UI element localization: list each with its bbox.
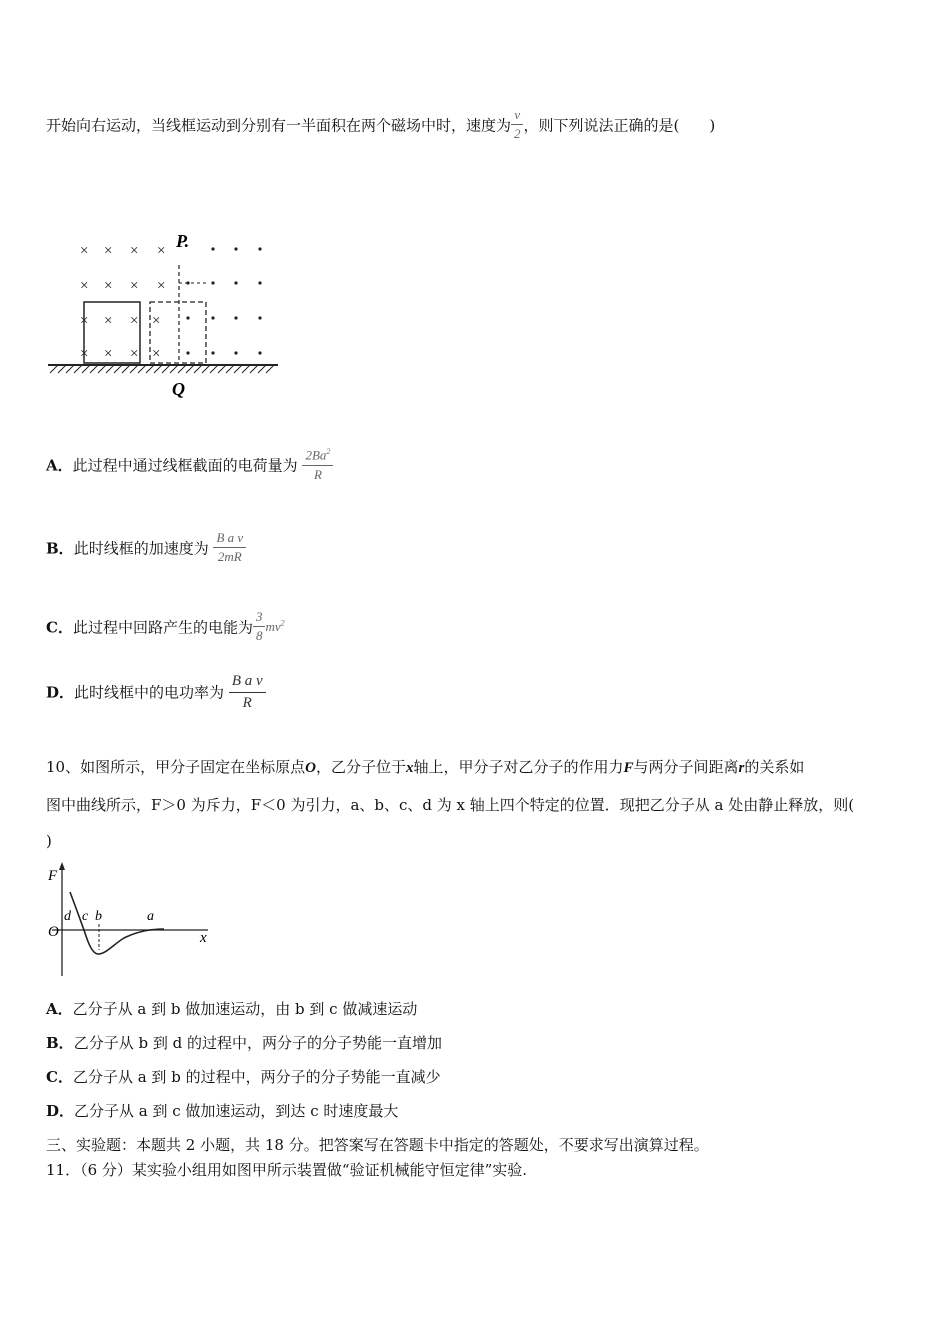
svg-text:×: × <box>80 278 89 294</box>
option-c-after: mv <box>265 618 281 634</box>
option-d-num: B a v <box>229 673 266 693</box>
label-O: O <box>48 924 59 940</box>
option-a-den: R <box>313 466 322 482</box>
option-a-num-sup: 2 <box>326 447 331 456</box>
q9-option-d <box>46 673 266 711</box>
svg-text:×: × <box>80 313 89 329</box>
ground-hatching <box>50 365 274 373</box>
q11-text: 11．（6 分）某实验小组用如图甲所示装置做“验证机械能守恒定律”实验. <box>46 1161 528 1179</box>
section3-title: 三、实验题：本题共 2 小题，共 18 分。把答案写在答题卡中指定的答题处，不要求写出演算过程。 <box>46 1136 709 1154</box>
q10-origin-o: O <box>305 760 316 776</box>
q10-option-c <box>46 1066 441 1087</box>
label-F: F <box>48 868 58 884</box>
label-c: c <box>82 909 89 924</box>
option-c-den: 8 <box>255 628 263 644</box>
q10-line1-a: 10、如图所示，甲分子固定在坐标原点 <box>46 758 306 776</box>
option-c-fraction <box>253 610 266 644</box>
option-c-text: 此过程中回路产生的电能为 <box>72 618 253 637</box>
q10-r: r <box>738 760 745 776</box>
option-d-text: 此时线框中的电功率为 <box>74 683 225 702</box>
option-d-label: D． <box>46 683 75 702</box>
label-p: P. <box>176 231 190 251</box>
q9-option-a <box>46 448 333 482</box>
q9-stem-text: 开始向右运动，当线框运动到分别有一半面积在两个磁场中时，速度为 <box>46 116 512 135</box>
svg-text:×: × <box>130 278 139 294</box>
q9-frac-den: 2 <box>514 126 521 142</box>
label-b: b <box>95 909 102 924</box>
option-a-text: 此过程中通过线框截面的电荷量为 <box>72 456 298 475</box>
q10-option-c-label: C． <box>46 1068 73 1086</box>
option-d-fraction <box>229 673 266 711</box>
svg-text:×: × <box>157 243 166 259</box>
option-b-num: B a v <box>213 531 246 548</box>
option-a-fraction <box>302 448 333 482</box>
option-c-label: C． <box>46 618 73 637</box>
q10-option-d-text: 乙分子从 a 到 c 做加速运动，到达 c 时速度最大 <box>74 1102 399 1120</box>
option-d-den: R <box>242 694 252 711</box>
q10-line1-e: 的关系如 <box>744 758 805 776</box>
option-c-num: 3 <box>253 610 266 627</box>
label-q: Q <box>172 379 185 399</box>
label-x: x <box>200 930 207 946</box>
q10-line1-c: 轴上，甲分子对乙分子的作用力 <box>413 758 624 776</box>
q10-line1-d: 与两分子间距离 <box>633 758 739 776</box>
option-b-den: 2mR <box>217 549 242 565</box>
q10-option-b-text: 乙分子从 b 到 d 的过程中，两分子的分子势能一直增加 <box>73 1034 442 1052</box>
option-b-text: 此时线框的加速度为 <box>73 539 209 558</box>
option-a-label: A． <box>46 456 73 475</box>
q9-magnetic-field-figure <box>40 225 290 405</box>
q10-option-b-label: B． <box>46 1034 74 1052</box>
svg-text:×: × <box>152 346 161 362</box>
svg-text:×: × <box>80 346 89 362</box>
q10-option-a <box>46 998 417 1019</box>
svg-text:×: × <box>80 243 89 259</box>
q9-stem <box>46 108 715 142</box>
option-c-after-sup: 2 <box>280 618 285 628</box>
option-b-fraction <box>213 531 246 565</box>
q9-option-c <box>46 610 285 644</box>
dot-marks <box>186 247 261 354</box>
svg-text:×: × <box>104 313 113 329</box>
label-d: d <box>64 909 71 924</box>
svg-text:×: × <box>104 243 113 259</box>
q10-line1 <box>46 756 804 777</box>
svg-text:×: × <box>130 313 139 329</box>
q10-option-d-label: D． <box>46 1102 75 1120</box>
q9-stem-tail: ，则下列说法正确的是( ) <box>523 116 716 135</box>
option-a-num: 2Ba <box>305 447 327 463</box>
svg-text:×: × <box>130 346 139 362</box>
svg-text:×: × <box>104 346 113 362</box>
svg-text:×: × <box>104 278 113 294</box>
svg-text:×: × <box>152 313 161 329</box>
f-axis-arrow-icon <box>59 862 65 870</box>
q10-option-b <box>46 1032 442 1053</box>
q10-option-a-text: 乙分子从 a 到 b 做加速运动，由 b 到 c 做减速运动 <box>72 1000 418 1018</box>
option-b-label: B． <box>46 539 74 558</box>
q10-line3: ) <box>46 832 52 850</box>
svg-text:×: × <box>130 243 139 259</box>
q10-x: x <box>405 760 414 776</box>
q10-F: F <box>623 760 634 776</box>
q10-option-d <box>46 1100 398 1121</box>
q9-frac-num: v <box>511 108 523 125</box>
q10-line2: 图中曲线所示，F＞0 为斥力，F＜0 为引力，a、b、c、d 为 x 轴上四个特定的位置．现把乙分子从 a 处由静止释放，则( <box>46 796 855 814</box>
q9-stem-fraction <box>511 108 524 142</box>
svg-text:×: × <box>157 278 166 294</box>
q10-option-a-label: A． <box>46 1000 73 1018</box>
q10-line1-b: ，乙分子位于 <box>315 758 406 776</box>
label-a: a <box>147 909 154 924</box>
q10-force-graph <box>40 858 220 983</box>
q10-option-c-text: 乙分子从 a 到 b 的过程中，两分子的分子势能一直减少 <box>72 1068 441 1086</box>
q9-option-b <box>46 531 246 565</box>
